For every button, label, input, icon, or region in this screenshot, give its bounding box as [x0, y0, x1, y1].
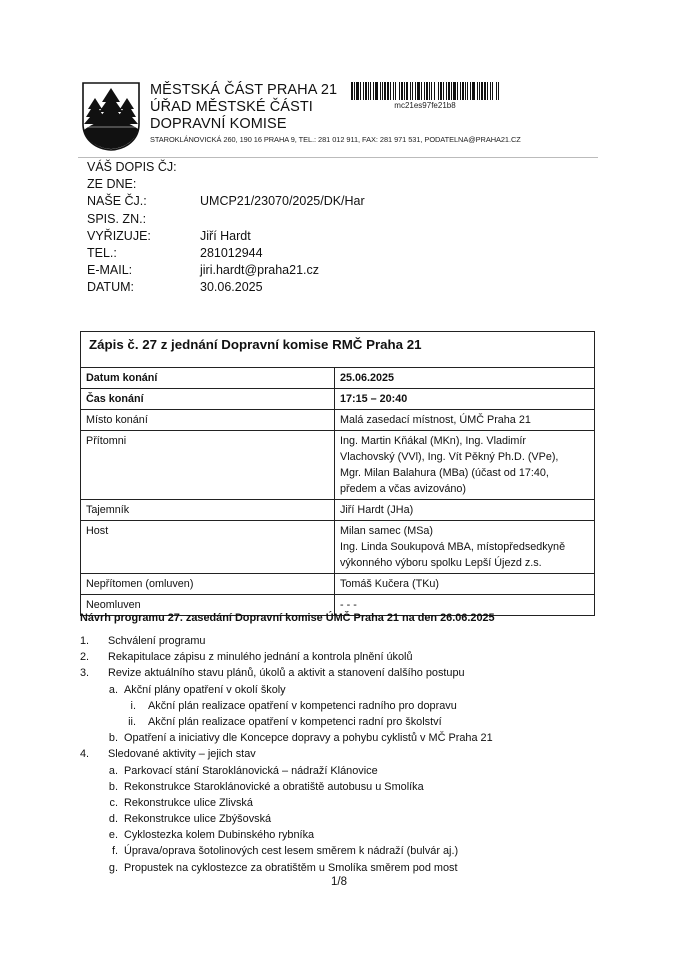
program-item — [80, 779, 493, 795]
barcode-bar — [393, 82, 394, 100]
item-number: a. — [108, 764, 118, 777]
table-row — [81, 500, 594, 521]
item-number: d. — [108, 813, 118, 826]
reference-block — [87, 159, 365, 297]
value-line: výkonného výboru spolku Lepší Újezd z.s. — [340, 557, 542, 569]
row-label: Čas konání — [81, 389, 335, 409]
meta-label: VYŘIZUJE: — [87, 228, 151, 243]
program-item — [80, 698, 493, 714]
barcode-bar — [457, 82, 458, 100]
page-number: 1/8 — [331, 876, 347, 888]
barcode-bar — [412, 82, 413, 100]
barcode-bar — [395, 82, 396, 100]
program-item — [80, 649, 493, 665]
row-value — [335, 521, 594, 573]
row-value — [335, 500, 594, 520]
table-row — [81, 410, 594, 431]
barcode-bar — [384, 82, 386, 100]
program-item — [80, 860, 493, 876]
row-label: Host — [81, 521, 335, 573]
barcode-bar — [434, 82, 435, 100]
value-line: 17:15 – 20:40 — [340, 393, 408, 405]
item-number: 2. — [80, 651, 90, 664]
barcode-bar — [370, 82, 371, 100]
meta-row — [87, 245, 365, 262]
row-label: Tajemník — [81, 500, 335, 520]
item-text: Sledované aktivity – jejich stav — [108, 748, 256, 761]
barcode-bar — [467, 82, 468, 100]
barcode-bar — [404, 82, 405, 100]
table-row — [81, 521, 594, 574]
barcode-text: mc21es97fe21b8 — [394, 101, 456, 110]
meta-label: ZE DNE: — [87, 177, 137, 192]
program-item — [80, 795, 493, 811]
barcode-bar — [429, 82, 430, 100]
meta-value: jiri.hardt@praha21.cz — [200, 263, 319, 278]
value-line: Vlachovský (VVl), Ing. Vít Pěkný Ph.D. (VPe), — [340, 451, 559, 463]
item-text: Úprava/oprava šotolinových cest lesem směrem k nádraží (bulvár aj.) — [124, 845, 459, 858]
barcode-bar — [481, 82, 483, 100]
item-number: 1. — [80, 635, 90, 647]
barcode-bar — [443, 82, 444, 100]
item-number: c. — [109, 796, 118, 809]
row-value — [335, 389, 594, 409]
row-label: Neomluven — [81, 595, 335, 615]
minutes-table — [80, 331, 595, 616]
value-line: Ing. Linda Soukupová MBA, místopředsedkyně — [340, 541, 566, 553]
barcode-bar — [410, 82, 411, 100]
item-text: Rekonstrukce ulice Zbýšovská — [124, 813, 272, 826]
program-item — [80, 811, 493, 827]
program-item — [80, 730, 493, 746]
barcode-bar — [382, 82, 383, 100]
item-text: Parkovací stání Staroklánovická – nádraží Klánovice — [124, 764, 378, 777]
header-divider — [78, 157, 598, 158]
program-item — [80, 682, 493, 698]
item-number: b. — [108, 732, 118, 745]
coat-of-arms-icon — [80, 80, 142, 152]
letterhead-line-1: MĚSTSKÁ ČÁST PRAHA 21 — [150, 82, 338, 98]
value-line: Mgr. Milan Balahura (MBa) (účast od 17:40, — [340, 467, 549, 479]
program-item — [80, 843, 493, 859]
row-value — [335, 431, 594, 499]
item-number: a. — [108, 683, 118, 696]
barcode-bar — [421, 82, 422, 100]
barcode-bar — [417, 82, 420, 100]
meta-row — [87, 228, 365, 245]
meta-row — [87, 159, 365, 176]
value-line: - - - — [340, 599, 357, 611]
barcode-bar — [375, 82, 378, 100]
program-item — [80, 665, 493, 681]
barcode-bar — [492, 82, 493, 100]
meta-value: Jiří Hardt — [200, 228, 251, 243]
item-number: 4. — [80, 748, 90, 761]
row-value — [335, 368, 594, 388]
barcode-bar — [368, 82, 369, 100]
barcode-bar — [351, 82, 353, 100]
letterhead-line-2: ÚŘAD MĚSTSKÉ ČÁSTI — [150, 99, 313, 115]
barcode-bar — [431, 82, 432, 100]
item-text: Cyklostezka kolem Dubinského rybníka — [124, 829, 315, 842]
barcode-bar — [470, 82, 471, 100]
value-line: Ing. Martin Kňákal (MKn), Ing. Vladimír — [340, 435, 527, 447]
item-text: Opatření a iniciativy dle Koncepce dopravy a pohybu cyklistů v MČ Praha 21 — [124, 732, 493, 745]
barcode-bar — [462, 82, 464, 100]
meta-row — [87, 279, 365, 296]
program-title: Návrh programu 27. zasedání Dopravní komise ÚMČ Praha 21 na den 26.06.2025 — [80, 612, 495, 624]
item-text: Revize aktuálního stavu plánů, úkolů a aktivit a stanovení dalšího postupu — [108, 667, 465, 680]
barcode-bar — [356, 82, 359, 100]
barcode-bar — [465, 82, 466, 100]
barcode-bar — [446, 82, 447, 100]
table-row — [81, 574, 594, 595]
table-row — [81, 389, 594, 410]
value-line: 25.06.2025 — [340, 372, 395, 384]
item-text: Akční plán realizace opatření v kompetenci radní pro školství — [148, 715, 442, 728]
row-value — [335, 574, 594, 594]
letterhead-address: STAROKLÁNOVICKÁ 260, 190 16 PRAHA 9, TEL.: 281 012 911, FAX: 281 971 531, PODATELNA@PRAHA21.CZ — [150, 135, 521, 144]
item-text: Akční plán realizace opatření v kompetenci radního pro dopravu — [148, 699, 457, 712]
barcode-bar — [390, 82, 391, 100]
barcode-bar — [354, 82, 355, 100]
barcode-bar — [387, 82, 389, 100]
barcode-bar — [487, 82, 488, 100]
table-title: Zápis č. 27 z jednání Dopravní komise RMČ Praha 21 — [81, 332, 594, 368]
meta-row — [87, 176, 365, 193]
barcode-bar — [440, 82, 442, 100]
barcode-bar — [401, 82, 403, 100]
barcode-bar — [360, 82, 361, 100]
meta-value: 30.06.2025 — [200, 280, 263, 295]
item-text: Rekonstrukce ulice Zlivská — [124, 796, 253, 809]
barcode-bar — [438, 82, 439, 100]
barcode-bar — [484, 82, 486, 100]
program-item — [80, 746, 493, 762]
program-item — [80, 763, 493, 779]
barcode-bar — [406, 82, 408, 100]
barcode-bar — [477, 82, 478, 100]
item-text: Rekonstrukce Staroklánovické a obratiště autobusu u Smolíka — [124, 780, 424, 793]
barcode-bar — [460, 82, 461, 100]
value-line: Malá zasedací místnost, ÚMČ Praha 21 — [340, 414, 531, 426]
item-text: Rekapitulace zápisu z minulého jednání a kontrola plnění úkolů — [108, 651, 413, 664]
item-number: g. — [108, 861, 118, 874]
meta-label: VÁŠ DOPIS ČJ: — [87, 160, 177, 174]
barcode-bar — [424, 82, 425, 100]
item-number: e. — [108, 829, 118, 842]
meta-label: DATUM: — [87, 280, 134, 295]
barcode-bar — [380, 82, 381, 100]
barcode-bar — [496, 82, 497, 100]
meta-label: E-MAIL: — [87, 263, 133, 278]
meta-row — [87, 262, 365, 279]
meta-row — [87, 211, 365, 228]
item-number: i. — [130, 699, 136, 712]
table-row — [81, 368, 594, 389]
meta-label: NAŠE ČJ.: — [87, 194, 147, 209]
value-line: Tomáš Kučera (TKu) — [340, 578, 440, 590]
meta-label: SPIS. ZN.: — [87, 211, 147, 226]
letterhead-line-3: DOPRAVNÍ KOMISE — [150, 116, 287, 132]
barcode-bar — [365, 82, 367, 100]
row-label: Místo konání — [81, 410, 335, 430]
item-number: ii. — [128, 715, 136, 728]
barcode-bar — [472, 82, 475, 100]
barcode-bar — [399, 82, 400, 100]
barcode-bar — [363, 82, 364, 100]
barcode-bar — [426, 82, 428, 100]
meta-value: 281012944 — [200, 245, 263, 260]
item-text: Propustek na cyklostezce za obratištěm u Smolíka směrem pod most — [124, 861, 458, 874]
item-number: b. — [108, 780, 118, 793]
barcode-bar — [373, 82, 374, 100]
barcode-bar — [479, 82, 480, 100]
item-text: Schválení programu — [108, 635, 206, 647]
item-number: 3. — [80, 667, 90, 680]
program-list — [80, 633, 493, 876]
table-row — [81, 431, 594, 500]
barcode-bar — [415, 82, 416, 100]
row-label: Nepřítomen (omluven) — [81, 574, 335, 594]
item-text: Akční plány opatření v okolí školy — [124, 683, 286, 696]
barcode-bar — [453, 82, 456, 100]
row-value — [335, 410, 594, 430]
program-item — [80, 827, 493, 843]
value-line: Milan samec (MSa) — [340, 525, 433, 537]
row-label: Datum konání — [81, 368, 335, 388]
item-number: f. — [111, 845, 118, 858]
meta-row — [87, 193, 365, 210]
row-label: Přítomni — [81, 431, 335, 499]
program-item — [80, 633, 493, 649]
barcode-icon — [351, 82, 499, 100]
program-item — [80, 714, 493, 730]
barcode-bar — [448, 82, 450, 100]
meta-label: TEL.: — [87, 245, 117, 260]
value-line: Jiří Hardt (JHa) — [340, 504, 414, 516]
barcode-bar — [498, 82, 499, 100]
barcode-bar — [451, 82, 452, 100]
meta-value: UMCP21/23070/2025/DK/Har — [200, 194, 365, 209]
value-line: předem a včas avizováno) — [340, 483, 467, 495]
barcode-bar — [490, 82, 491, 100]
